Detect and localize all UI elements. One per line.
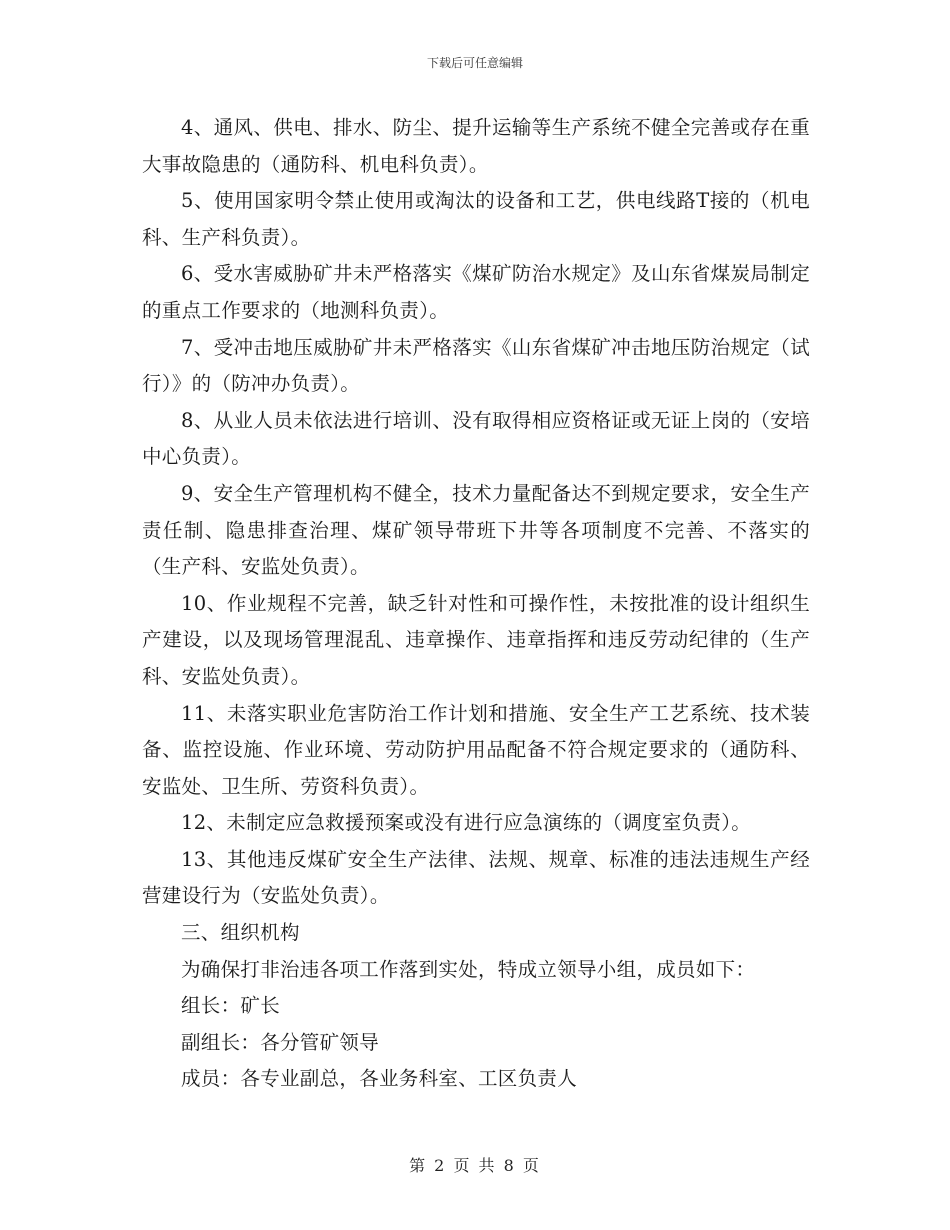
paragraph-item-6: 6、受水害威胁矿井未严格落实《煤矿防治水规定》及山东省煤炭局制定的重点工作要求的（地测科负责）。 <box>142 262 810 322</box>
document-body <box>142 110 810 1098</box>
paragraph-item-4: 4、通风、供电、排水、防尘、提升运输等生产系统不健全完善或存在重大事故隐患的（通防科、机电科负责）。 <box>142 116 810 176</box>
page-footer: 第 2 页 共 8 页 <box>409 1156 541 1175</box>
group-members: 成员：各专业副总，各业务科室、工区负责人 <box>181 1067 578 1091</box>
paragraph-item-8: 8、从业人员未依法进行培训、没有取得相应资格证或无证上岗的（安培中心负责）。 <box>142 408 810 469</box>
section-intro: 为确保打非治违各项工作落到实处，特成立领导小组，成员如下： <box>181 957 756 981</box>
section-heading: 三、组织机构 <box>181 921 300 945</box>
group-deputy-leader: 副组长：各分管矿领导 <box>181 1030 380 1054</box>
paragraph-item-5: 5、使用国家明令禁止使用或淘汰的设备和工艺，供电线路T接的（机电科、生产科负责）。 <box>142 189 810 249</box>
paragraph-item-13: 13、其他违反煤矿安全生产法律、法规、规章、标准的违法违规生产经营建设行为（安监处负责）。 <box>142 847 810 908</box>
paragraph-item-9: 9、安全生产管理机构不健全，技术力量配备达不到规定要求，安全生产责任制、隐患排查治理、煤矿领导带班下井等各项制度不完善、不落实的（生产科、安监处负责）。 <box>142 481 810 579</box>
paragraph-item-10: 10、作业规程不完善，缺乏针对性和可操作性，未按批准的设计组织生产建设，以及现场管理混乱、违章操作、违章指挥和违反劳动纪律的（生产科、安监处负责）。 <box>142 591 810 688</box>
paragraph-item-12: 12、未制定应急救援预案或没有进行应急演练的（调度室负责）。 <box>181 811 752 835</box>
page-header: 下载后可任意编辑 <box>426 56 523 70</box>
paragraph-item-7: 7、受冲击地压威胁矿井未严格落实《山东省煤矿冲击地压防治规定（试行）》的（防冲办负责）。 <box>142 335 810 396</box>
group-leader: 组长：矿长 <box>181 994 281 1018</box>
paragraph-item-11: 11、未落实职业危害防治工作计划和措施、安全生产工艺系统、技术装备、监控设施、作业环境、劳动防护用品配备不符合规定要求的（通防科、安监处、卫生所、劳资科负责）。 <box>142 701 810 798</box>
